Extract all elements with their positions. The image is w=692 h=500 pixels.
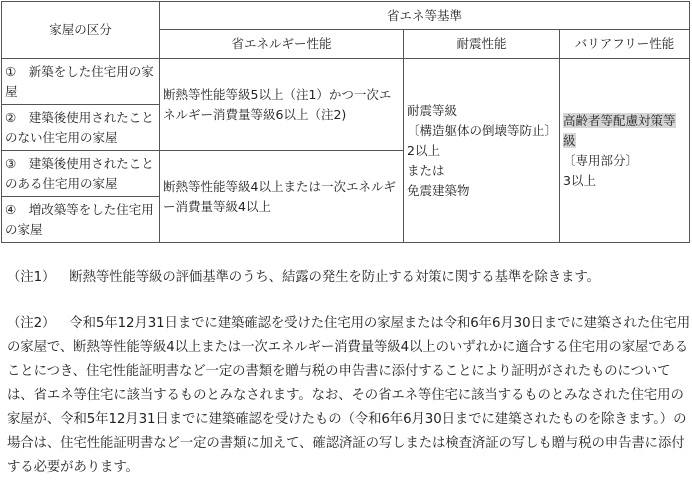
- barrier-line: 3以上: [563, 172, 596, 188]
- seismic-line: 耐震等級: [407, 102, 458, 118]
- note-2-text: 令和5年12月31日までに建築確認を受けた住宅用の家屋または令和6年6月30日までに建築された住宅用の家屋で、断熱等性能等級4以上または一次エネルギー消費量等級4以上のいずれかに適合する住宅用の家屋であることにつき、住宅性能証明書など一定の書類を贈与税の申告書に添付することにより証明がされたものについては、省エネ等住宅に該当するものとみなされます。なお、その省エネ等住宅に該当するものとみなされた住宅用の家屋が、令和5年12月31日までに建築確認を受けたもの（令和6年6月30日までに建築されたものを除きます。）の場合は、住宅性能証明書など一定の書類に加えて、確認済証の写しまたは検査済証の写しも贈与税の申告書に添付する必要があります。: [7, 316, 690, 475]
- header-standard: 省エネ等基準: [160, 2, 690, 30]
- note-1-tag: （注1）: [7, 270, 56, 285]
- barrier-highlight: 高齢者等配慮対策等級: [563, 112, 676, 148]
- header-energy: 省エネルギー性能: [160, 30, 404, 59]
- row-category-4: ④ 増改築等をした住宅用の家屋: [2, 197, 160, 243]
- note-2: [0, 312, 692, 480]
- note-2-tag: （注2）: [7, 316, 56, 331]
- seismic-line: または: [407, 162, 445, 178]
- seismic-requirement: [404, 59, 560, 243]
- barrier-line: 〔専用部分〕: [563, 152, 639, 168]
- header-seismic: 耐震性能: [404, 30, 560, 59]
- note-1: [0, 266, 692, 290]
- barrier-requirement: [560, 59, 690, 243]
- row-category-1: ① 新築をした住宅用の家屋: [2, 59, 160, 105]
- seismic-line: 〔構造躯体の倒壊等防止〕: [407, 122, 558, 138]
- seismic-line: 免震建築物: [407, 182, 470, 198]
- row-category-2: ② 建築後使用されたことのない住宅用の家屋: [2, 105, 160, 151]
- header-barrier: バリアフリー性能: [560, 30, 690, 59]
- energy-requirement-new: 断熱等性能等級5以上（注1）かつ一次エネルギー消費量等級6以上（注2): [160, 59, 404, 151]
- seismic-line: 2以上: [407, 142, 440, 158]
- energy-requirement-existing: 断熱等性能等級4以上または一次エネルギー消費量等級4以上: [160, 151, 404, 243]
- row-category-3: ③ 建築後使用されたことのある住宅用の家屋: [2, 151, 160, 197]
- header-category: 家屋の区分: [2, 2, 160, 59]
- standards-table: [1, 1, 690, 243]
- note-1-text: 断熱等性能等級の評価基準のうち、結露の発生を防止する対策に関する基準を除きます。: [69, 270, 600, 285]
